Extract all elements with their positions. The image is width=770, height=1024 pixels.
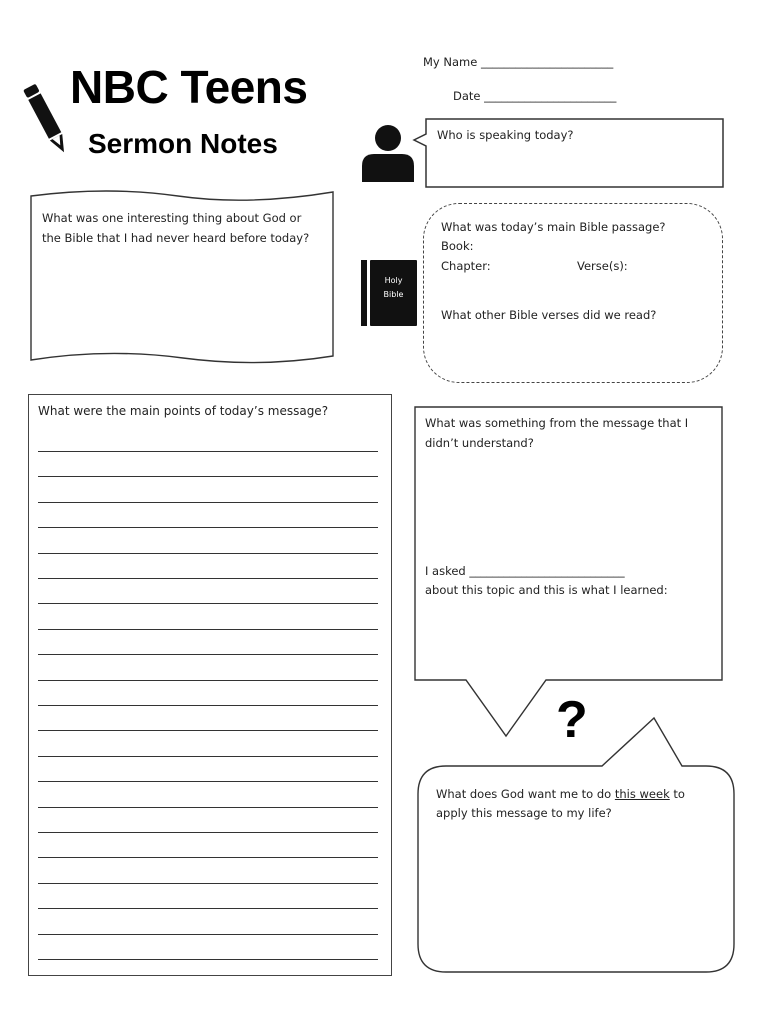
writing-line[interactable] bbox=[38, 807, 378, 808]
writing-line[interactable] bbox=[38, 883, 378, 884]
learned-label: about this topic and this is what I learned: bbox=[425, 583, 668, 597]
writing-line[interactable] bbox=[38, 756, 378, 757]
writing-line[interactable] bbox=[38, 527, 378, 528]
writing-line[interactable] bbox=[38, 934, 378, 935]
main-points-question: What were the main points of today’s message? bbox=[38, 404, 329, 418]
writing-line[interactable] bbox=[38, 502, 378, 503]
chapter-label: Chapter: bbox=[441, 259, 491, 273]
asked-field[interactable]: I asked ___________________________ bbox=[425, 564, 625, 578]
bible-label-line1: Holy bbox=[384, 276, 403, 285]
writing-line[interactable] bbox=[38, 832, 378, 833]
apply-question-line2: apply this message to my life? bbox=[436, 806, 612, 820]
writing-line[interactable] bbox=[38, 629, 378, 630]
writing-line[interactable] bbox=[38, 730, 378, 731]
passage-question: What was today’s main Bible passage? bbox=[441, 220, 666, 234]
verses-label: Verse(s): bbox=[577, 259, 628, 273]
apply-emphasis: this week bbox=[614, 787, 670, 801]
question-mark-icon: ? bbox=[556, 691, 588, 749]
writing-line[interactable] bbox=[38, 476, 378, 477]
speaker-question: Who is speaking today? bbox=[437, 128, 574, 142]
apply-question-line1: What does God want me to do this week to bbox=[436, 787, 685, 801]
writing-line[interactable] bbox=[38, 908, 378, 909]
writing-line[interactable] bbox=[38, 680, 378, 681]
writing-line[interactable] bbox=[38, 705, 378, 706]
bible-icon bbox=[361, 260, 417, 326]
interesting-question-line1: What was one interesting thing about God or bbox=[42, 211, 302, 225]
understand-question-line2: didn’t understand? bbox=[425, 436, 534, 450]
writing-line[interactable] bbox=[38, 553, 378, 554]
name-field[interactable]: My Name _______________________ bbox=[423, 55, 614, 69]
date-field[interactable]: Date _______________________ bbox=[453, 89, 617, 103]
writing-line[interactable] bbox=[38, 654, 378, 655]
writing-line[interactable] bbox=[38, 781, 378, 782]
writing-line[interactable] bbox=[38, 578, 378, 579]
main-points-box[interactable] bbox=[28, 394, 392, 976]
book-label: Book: bbox=[441, 239, 474, 253]
writing-line[interactable] bbox=[38, 959, 378, 960]
writing-line[interactable] bbox=[38, 451, 378, 452]
writing-line[interactable] bbox=[38, 603, 378, 604]
interesting-question-line2: the Bible that I had never heard before today? bbox=[42, 231, 310, 245]
understand-question-line1: What was something from the message that I bbox=[425, 416, 689, 430]
apply-bubble[interactable] bbox=[414, 716, 738, 978]
bible-label-line2: Bible bbox=[383, 290, 404, 299]
other-verses-question: What other Bible verses did we read? bbox=[441, 308, 657, 322]
writing-line[interactable] bbox=[38, 857, 378, 858]
page-subtitle: Sermon Notes bbox=[88, 128, 278, 159]
page-title: NBC Teens bbox=[70, 61, 308, 113]
